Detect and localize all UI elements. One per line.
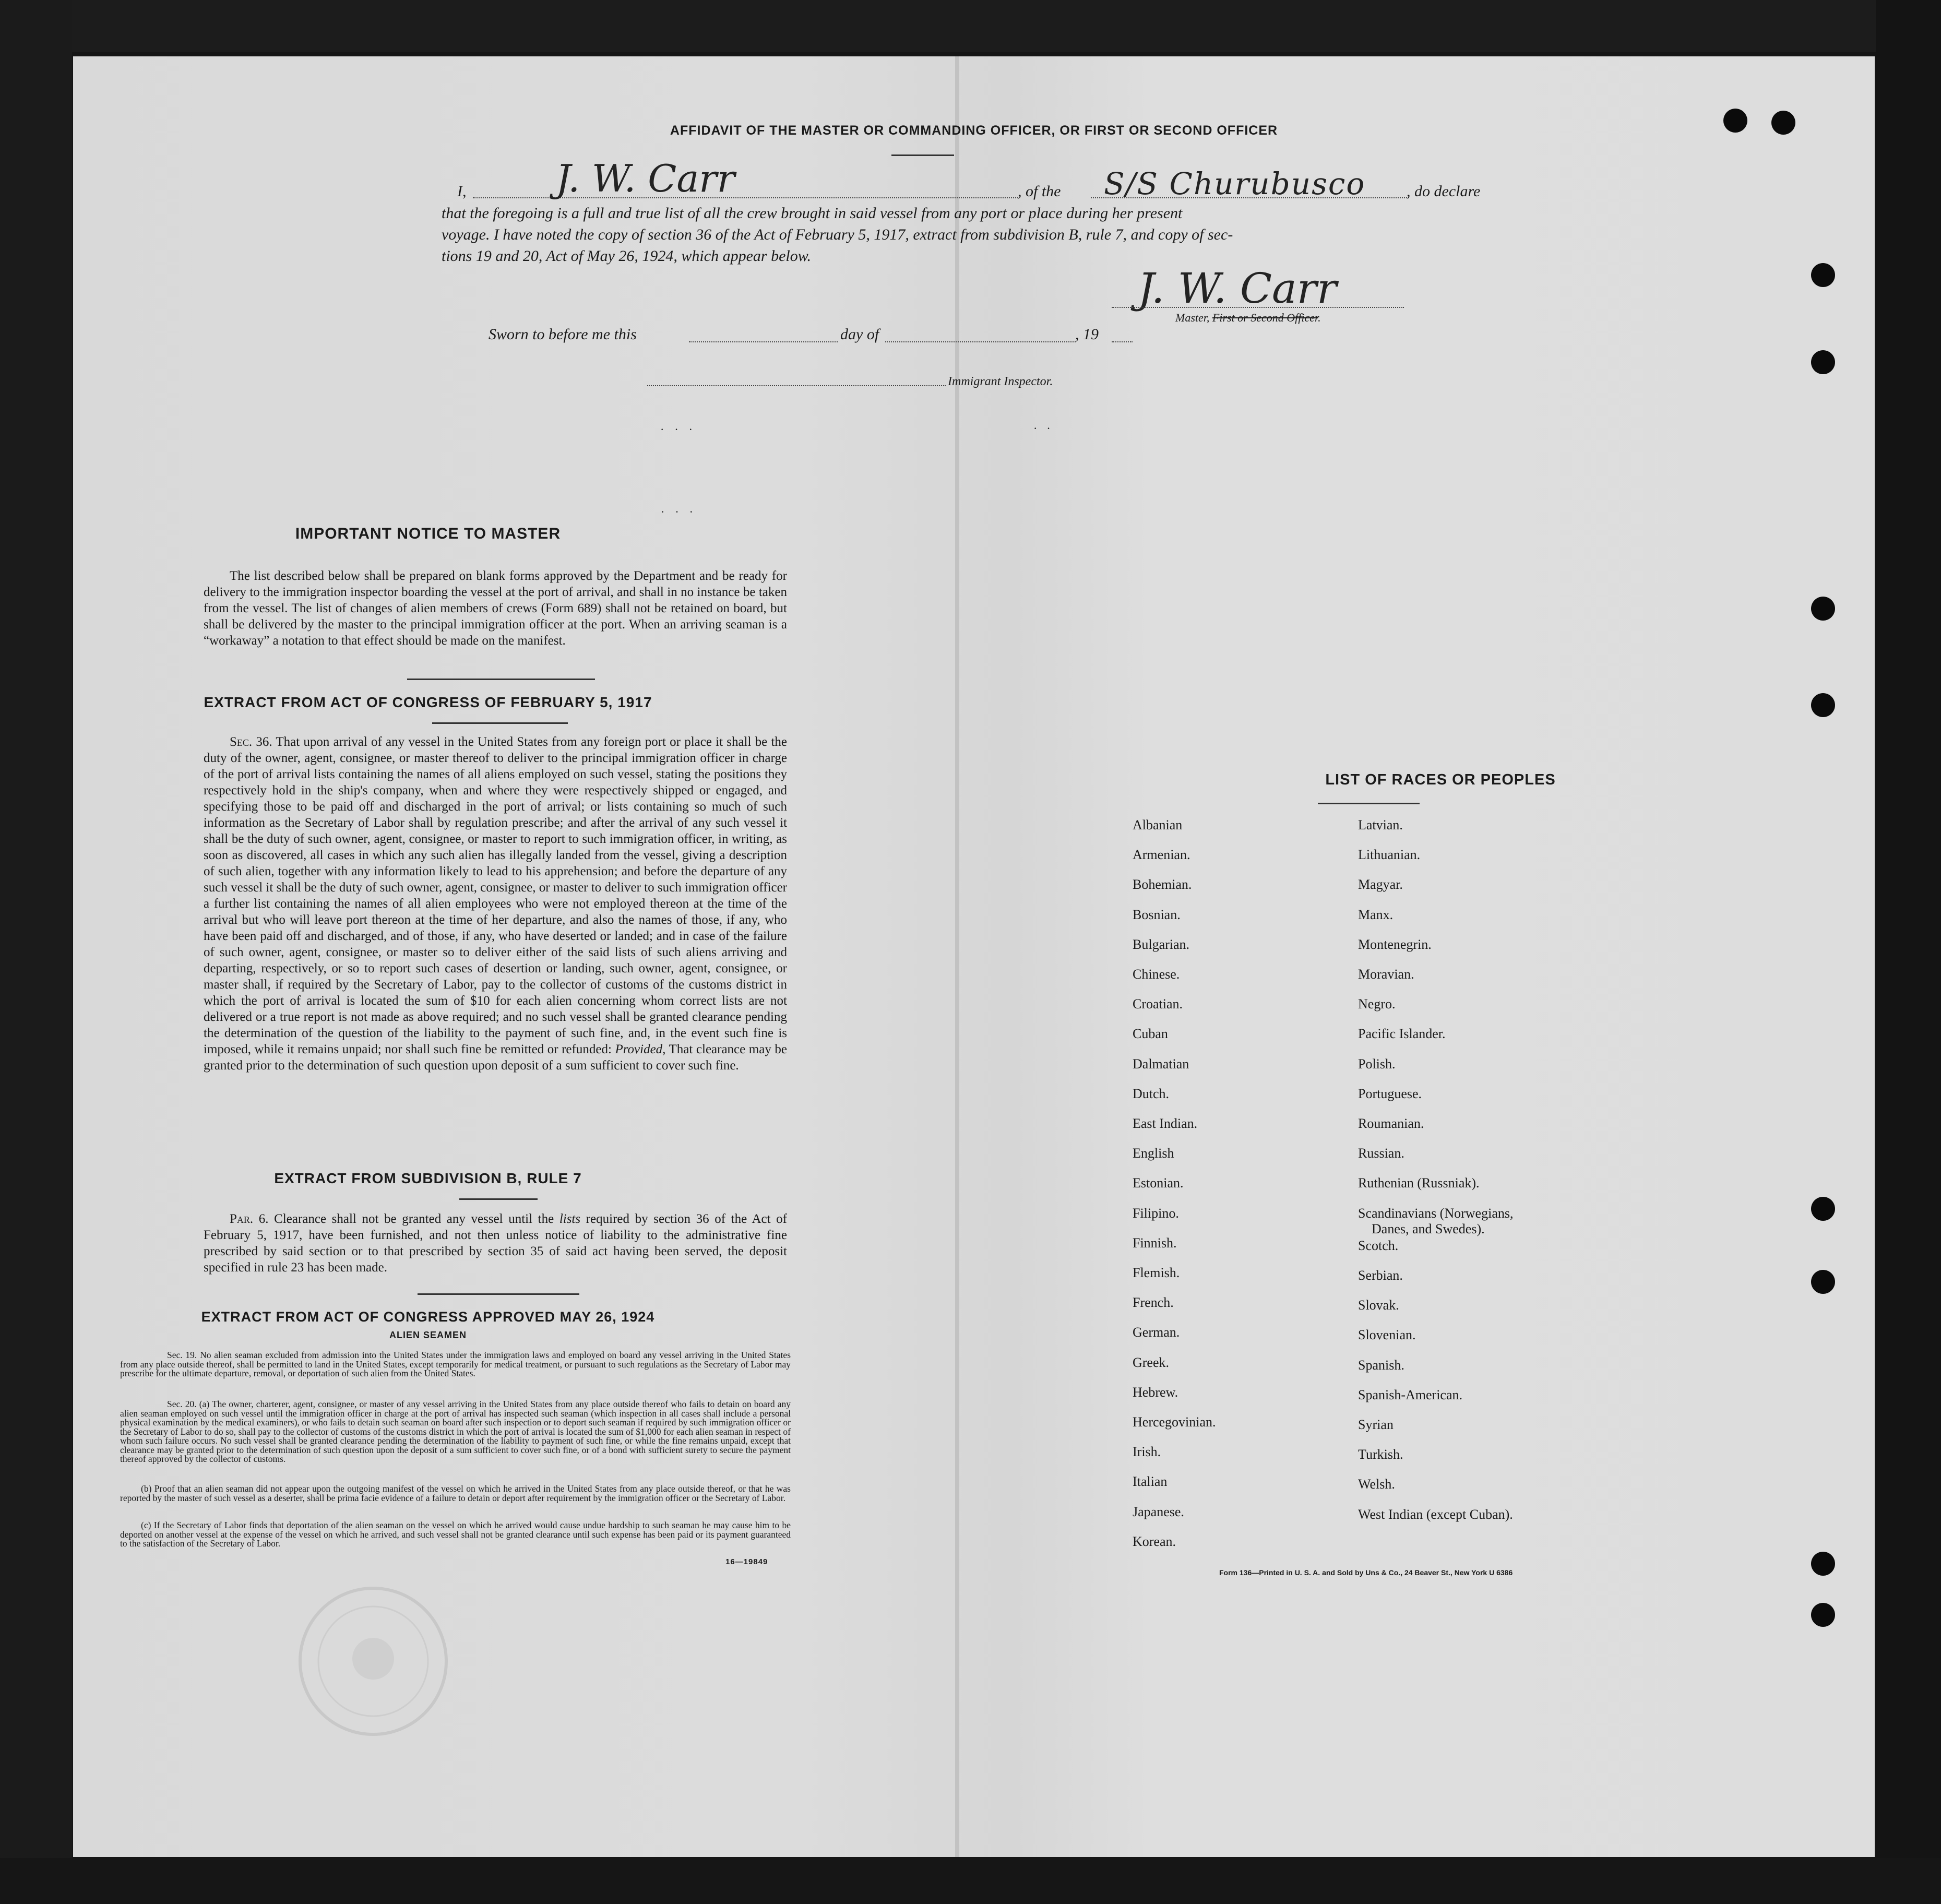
extract-1917-text — [204, 734, 787, 1074]
sworn-month-line — [885, 341, 1076, 342]
race-item: Portuguese. — [1358, 1086, 1422, 1101]
race-item: Manx. — [1358, 907, 1394, 922]
par6-label: Par. 6. — [230, 1212, 269, 1226]
race-item: Hebrew. — [1133, 1384, 1178, 1400]
race-item: Latvian. — [1358, 817, 1403, 832]
race-item: Italian — [1133, 1474, 1168, 1490]
race-item: Slovak. — [1358, 1298, 1399, 1313]
race-item: Bosnian. — [1133, 907, 1181, 922]
race-item: Scotch. — [1358, 1237, 1399, 1253]
rule7-title: EXTRACT FROM SUBDIVISION B, RULE 7 — [274, 1170, 582, 1186]
race-item-continuation: Danes, and Swedes). — [1372, 1221, 1485, 1236]
sworn-before-label: Sworn to before me this — [489, 326, 637, 343]
signature-title — [1175, 311, 1321, 325]
extract-1924-subtitle: ALIEN SEAMEN — [389, 1330, 467, 1340]
scan-frame-right — [1876, 0, 1941, 1904]
binder-hole — [1811, 597, 1835, 621]
binder-hole — [1811, 1603, 1835, 1627]
race-item: Chinese. — [1133, 967, 1180, 982]
race-item: Polish. — [1358, 1056, 1396, 1072]
signature-line — [1112, 307, 1404, 308]
race-item: Finnish. — [1133, 1235, 1177, 1251]
race-item: Cuban — [1133, 1026, 1168, 1042]
race-item: Magyar. — [1358, 877, 1403, 892]
signature-title-end: . — [1318, 311, 1321, 324]
notice-rule — [407, 679, 595, 680]
affidavit-text-line-1: that the foregoing is a full and true list of all the crew brought in said vessel from any port or place during her present — [442, 205, 1183, 222]
race-item: Estonian. — [1133, 1175, 1184, 1191]
race-item: English — [1133, 1146, 1174, 1161]
race-item: East Indian. — [1133, 1116, 1198, 1131]
form-code: 16—19849 — [725, 1557, 768, 1566]
master-name-line — [473, 197, 1018, 198]
race-item: Spanish-American. — [1358, 1387, 1463, 1402]
sec19-text: Sec. 19. No alien seaman excluded from admission into the United States under the immigration laws and employed on board any vessel arriving in the United States from any place outside thereof, shall be permitted to land in the United States, except temporarily for medical treatment, or pursuant to such regulations as the Secretary of Labor may prescribe for the ultimate departure, removal, or deportation of such alien from the United States. — [120, 1350, 791, 1378]
extract-1917-title: EXTRACT FROM ACT OF CONGRESS OF FEBRUARY 5, 1917 — [204, 694, 652, 710]
race-item: Negro. — [1358, 996, 1396, 1012]
signature-title-struck: First or Second Officer — [1212, 311, 1318, 324]
race-item: Syrian — [1358, 1417, 1394, 1432]
day-of-label: day of — [840, 326, 879, 343]
race-item: Ruthenian (Russniak). — [1358, 1175, 1480, 1191]
race-item: Lithuanian. — [1358, 847, 1421, 863]
race-item: Slovenian. — [1358, 1327, 1416, 1343]
race-item: Hercegovinian. — [1133, 1414, 1216, 1430]
rule7-end-rule — [418, 1293, 579, 1295]
races-rule — [1318, 803, 1420, 804]
scan-frame-bottom — [0, 1858, 1941, 1904]
rule7-text-a: Clearance shall not be granted any vessel until the — [274, 1212, 554, 1226]
race-item: Bulgarian. — [1133, 936, 1190, 952]
extract-1924-title: EXTRACT FROM ACT OF CONGRESS APPROVED MAY 26, 1924 — [201, 1309, 655, 1325]
scan-frame-top — [0, 0, 1941, 52]
printer-footer: Form 136—Printed in U. S. A. and Sold by Uns & Co., 24 Beaver St., New York U 6386 — [1219, 1568, 1513, 1577]
master-name-handwriting: J. W. Carr — [556, 157, 735, 200]
race-item: Spanish. — [1358, 1357, 1404, 1373]
inspector-label: Immigrant Inspector. — [948, 375, 1053, 388]
race-item: Filipino. — [1133, 1205, 1179, 1221]
rule7-text — [204, 1211, 787, 1276]
race-item: Japanese. — [1133, 1504, 1184, 1519]
affidavit-of-the: , of the — [1018, 183, 1061, 200]
race-item: Bohemian. — [1133, 877, 1192, 892]
notice-title: IMPORTANT NOTICE TO MASTER — [295, 525, 561, 542]
sec36-body: That upon arrival of any vessel in the United States from any foreign port or place it shall be the duty of the owner, agent, consignee, or master thereof to deliver to the principal immigration officer in charge of the port of arrival lists containing the names of all aliens employed on such vessel, stating the positions they respectively hold in the ship's company, when and where they were respectively shipped or engaged, and specifying those to be paid off and discharged in the port of arrival; or lists containing so much of such information as the Secretary of Labor shall by regulation prescribe; and after the arrival of any such vessel it shall be the duty of such owner, agent, consignee, or master to report to such immigration officer, in writing, as soon as discovered, all cases in which any such alien has illegally landed from the vessel, giving a description of such alien, together with any information likely to lead to his apprehension; and before the departure of any such vessel it shall be the duty of such owner, agent, consignee, or master to deliver to such immigration officer a further list containing the names of all alien employees who were not employed thereon at the time of the arrival but who will leave port thereon at the time of her departure, and also the names of those, if any, who have been paid off and discharged, and of those, if any, who have deserted or landed; and in case of the failure of such owner, agent, consignee, or master so to deliver either of the said lists of such aliens arriving and departing, respectively, or so to report such cases of desertion or landing, such owner, agent, consignee, or master shall, if required by the Secretary of Labor, pay to the collector of customs of the customs district in which the port of arrival is located the sum of $10 for each alien concerning whom correct lists are not delivered or a true report is not made as above required; and no such vessel shall be granted clearance pending the determination of the question of the liability to the payment of such fine, and, in the event such fine is imposed, while it remains unpaid; nor shall such fine be remitted or refunded: — [204, 735, 787, 1056]
proviso-label: Provided, — [615, 1042, 666, 1056]
embossed-seal — [292, 1580, 454, 1742]
officer-signature: J. W. Carr — [1138, 264, 1337, 313]
scan-frame-left — [0, 0, 72, 1904]
affidavit-i-label: I, — [457, 183, 467, 200]
affidavit-title: AFFIDAVIT OF THE MASTER OR COMMANDING OFFICER, OR FIRST OR SECOND OFFICER — [670, 123, 1278, 138]
race-item: Serbian. — [1358, 1268, 1403, 1283]
scan-speck: ·· — [1033, 422, 1060, 435]
scan-speck: ··· — [660, 423, 703, 436]
race-item: Korean. — [1133, 1533, 1176, 1549]
race-item: Croatian. — [1133, 996, 1183, 1012]
race-item: Dalmatian — [1133, 1056, 1189, 1072]
race-item: German. — [1133, 1325, 1180, 1340]
document-page — [73, 56, 1875, 1857]
race-item: Roumanian. — [1358, 1116, 1424, 1131]
sworn-year-line — [1112, 341, 1133, 342]
rule7-rule — [459, 1198, 538, 1200]
race-item: Turkish. — [1358, 1447, 1403, 1462]
sec36-label: Sec. 36. — [230, 735, 272, 749]
affidavit-do-declare: , do declare — [1407, 183, 1481, 200]
race-item: Montenegrin. — [1358, 936, 1432, 952]
rule7-text-b: required by section 36 of the Act of February 5, 1917, have been furnished, and not then unless notice of liability to the administrative fine prescribed by said section or to that prescribed by section 35 of said act having been served, the deposit specified in rule 23 has been made. — [204, 1212, 787, 1275]
binder-hole — [1811, 1552, 1835, 1576]
affidavit-text-line-2: voyage. I have noted the copy of section 36 of the Act of February 5, 1917, extract from subdivision B, rule 7, and copy of sec- — [442, 226, 1233, 243]
vessel-name-handwriting: S/S Churubusco — [1104, 166, 1366, 201]
extract-1917-rule — [432, 722, 568, 724]
race-item: Welsh. — [1358, 1477, 1395, 1492]
race-item: Dutch. — [1133, 1086, 1170, 1101]
sworn-day-line — [689, 341, 838, 342]
race-item: Irish. — [1133, 1444, 1161, 1460]
binder-hole — [1811, 1197, 1835, 1221]
race-item: French. — [1133, 1295, 1174, 1311]
page-fold — [955, 56, 959, 1857]
rule7-lists-word: lists — [559, 1212, 581, 1226]
race-item: Flemish. — [1133, 1265, 1180, 1280]
signature-title-master: Master, — [1175, 311, 1210, 324]
race-item: Pacific Islander. — [1358, 1026, 1446, 1042]
race-item: West Indian (except Cuban). — [1358, 1506, 1513, 1522]
race-item: Scandinavians (Norwegians, — [1358, 1205, 1514, 1221]
notice-text: The list described below shall be prepared on blank forms approved by the Department and be ready for delivery to the immigration inspector boarding the vessel at the port of arrival, and shall in no instance be taken from the vessel. The list of changes of alien members of crews (Form 689) shall not be retained on board, but shall be delivered by the master to the principal immigration officer at the port. When an arriving seaman is a “workaway” a notation to that effect should be made on the manifest. — [204, 569, 787, 648]
sec20b-text: (b) Proof that an alien seaman did not appear upon the outgoing manifest of the vessel on which he arrived in the United States from any place outside thereof, or that he was reported by the master of such vessel as a deserter, shall be prima facie evidence of a failure to detain or deport after requirement by the immigration officer or the Secretary of Labor. — [120, 1483, 791, 1503]
year-prefix: , 19 — [1075, 326, 1099, 343]
title-rule — [891, 154, 954, 156]
binder-hole — [1811, 263, 1835, 287]
proviso-text: That clearance may be granted prior to the determination of such question upon deposit of a sum sufficient to cover such fine. — [204, 1042, 787, 1073]
binder-hole — [1811, 1270, 1835, 1294]
scan-speck: ··· — [661, 505, 704, 518]
race-item: Albanian — [1133, 817, 1183, 832]
sec20c-text: (c) If the Secretary of Labor finds that deportation of the alien seaman on the vessel on which he arrived would cause undue hardship to such seaman he may cause him to be deported on another vessel at the expense of the vessel on which he arrived, and such vessel shall not be granted clearance until such expense has been paid or its payment guaranteed to the satisfaction of the Secretary of Labor. — [120, 1520, 791, 1549]
race-item: Greek. — [1133, 1354, 1170, 1370]
race-item: Russian. — [1358, 1146, 1404, 1161]
affidavit-text-line-3: tions 19 and 20, Act of May 26, 1924, which appear below. — [442, 247, 812, 265]
inspector-line — [647, 385, 946, 386]
race-item: Armenian. — [1133, 847, 1190, 863]
sec20a-text: Sec. 20. (a) The owner, charterer, agent, consignee, or master of any vessel arriving in the United States from any place outside thereof who fails to detain on board any alien seaman employed on such vessel until the immigration officer in charge at the port of arrival has inspected such seaman (which inspection in all cases shall include a personal physical examination by the medical examiners), or who fails to detain such seaman on board after such inspection or to deport such seaman if required by such immigration officer or the Secretary of Labor to do so, shall pay to the collector of customs of the customs district in which the port of arrival is located the sum of $1,000 for each alien seaman in respect of whom such failure occurs. No such vessel shall be granted clearance pending the determination of the liability to payment of such fine, or while the fine remains unpaid, except that clearance may be granted prior to the determination of such question upon the deposit of a sum sufficient to cover such fine, or of a bond with sufficient surety to secure the payment thereof approved by the collector of customs. — [120, 1399, 791, 1464]
race-item: Moravian. — [1358, 967, 1414, 982]
binder-hole — [1811, 350, 1835, 374]
binder-hole — [1811, 693, 1835, 717]
races-title: LIST OF RACES OR PEOPLES — [1325, 771, 1556, 788]
